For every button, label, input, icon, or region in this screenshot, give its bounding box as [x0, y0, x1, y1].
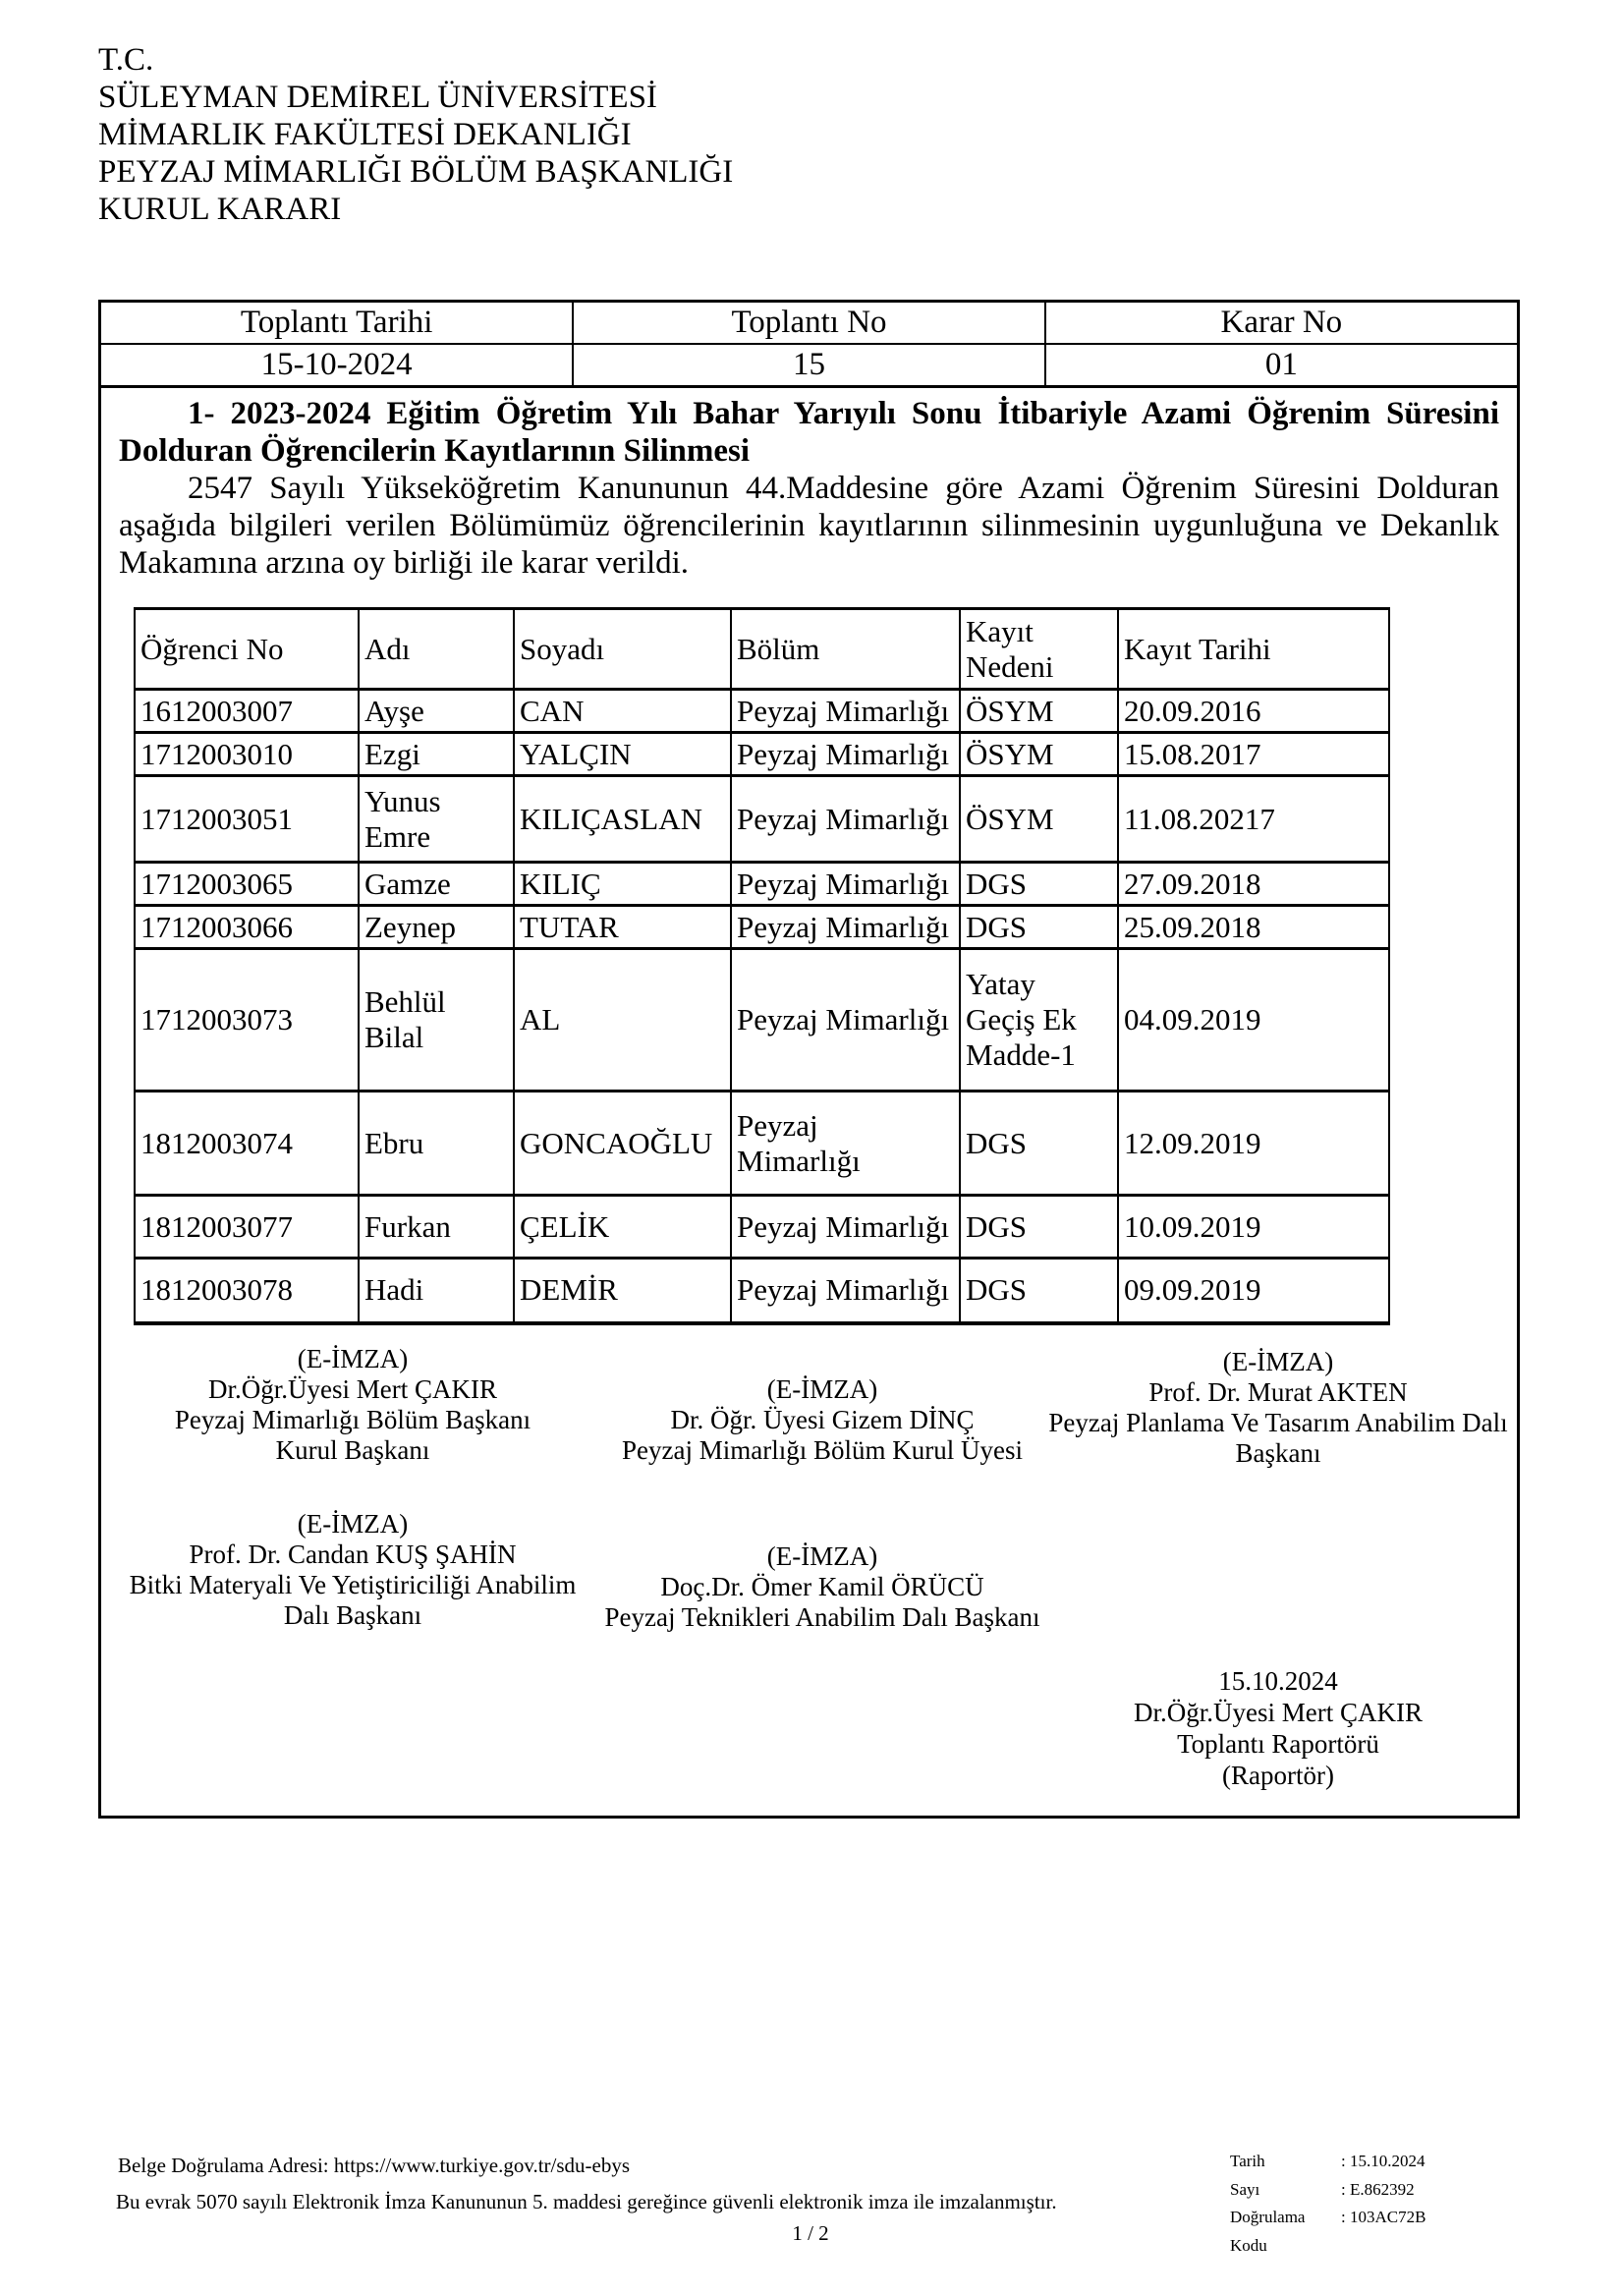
student-first-name: Zeynep [359, 906, 514, 949]
letterhead-line: SÜLEYMAN DEMİREL ÜNİVERSİTESİ [98, 80, 657, 115]
decision-no-header: Karar No [1045, 303, 1517, 344]
student-first-name: Ayşe [359, 690, 514, 733]
col-header-kayit-tarihi: Kayıt Tarihi [1118, 609, 1389, 690]
e-imza-label: (E-İMZA) [297, 1344, 409, 1373]
letterhead [98, 41, 733, 228]
student-no: 1612003007 [135, 690, 359, 733]
signer-title: Bitki Materyali Ve Yetiştiriciliği Anabilim Dalı Başkanı [129, 1570, 577, 1630]
student-first-name: Behlül Bilal [359, 949, 514, 1092]
col-header-ogrenci-no: Öğrenci No [135, 609, 359, 690]
col-header-kayit-nedeni: Kayıt Nedeni [960, 609, 1118, 690]
student-reg-reason: ÖSYM [960, 690, 1118, 733]
signer-title: Peyzaj Mimarlığı Bölüm Başkanı [174, 1405, 531, 1434]
signer-role: Kurul Başkanı [275, 1435, 430, 1465]
student-reg-reason: ÖSYM [960, 776, 1118, 863]
letterhead-line: MİMARLIK FAKÜLTESİ DEKANLIĞI [98, 117, 632, 152]
student-department: Peyzaj Mimarlığı [731, 949, 960, 1092]
student-first-name: Yunus Emre [359, 776, 514, 863]
signer-name: Dr. Öğr. Üyesi Gizem DİNÇ [670, 1405, 975, 1434]
e-imza-label: (E-İMZA) [766, 1374, 878, 1404]
signature-block-teknikleri-baskani [591, 1541, 1053, 1633]
meta-label-dogrulama-kodu: Doğrulama Kodu [1230, 2208, 1306, 2255]
students-header-row [135, 609, 1389, 690]
rapporteur-name: Dr.Öğr.Üyesi Mert ÇAKIR [1134, 1698, 1423, 1727]
student-reg-date: 10.09.2019 [1118, 1196, 1389, 1259]
student-row [135, 1196, 1389, 1259]
meeting-values-row [101, 344, 1517, 387]
student-first-name: Ezgi [359, 733, 514, 776]
student-reg-date: 25.09.2018 [1118, 906, 1389, 949]
signer-title: Peyzaj Mimarlığı Bölüm Kurul Üyesi [622, 1435, 1023, 1465]
verification-address: Belge Doğrulama Adresi: https://www.turkiye.gov.tr/sdu-ebys [118, 2154, 631, 2177]
e-imza-label: (E-İMZA) [297, 1509, 409, 1539]
student-reg-reason: DGS [960, 1259, 1118, 1323]
student-no: 1712003010 [135, 733, 359, 776]
student-reg-reason: Yatay Geçiş Ek Madde-1 [960, 949, 1118, 1092]
meeting-date-value: 15-10-2024 [101, 344, 573, 387]
student-no: 1812003078 [135, 1259, 359, 1323]
student-row [135, 733, 1389, 776]
rapporteur-date: 15.10.2024 [1218, 1666, 1338, 1696]
student-department: Peyzaj Mimarlığı [731, 1259, 960, 1323]
page-number: 1 / 2 [792, 2221, 829, 2245]
col-header-bolum: Bölüm [731, 609, 960, 690]
rapporteur-title: Toplantı Raportörü [1177, 1729, 1379, 1759]
col-header-adi: Adı [359, 609, 514, 690]
student-last-name: ÇELİK [514, 1196, 731, 1259]
meeting-date-header: Toplantı Tarihi [101, 303, 573, 344]
student-row [135, 690, 1389, 733]
letterhead-line: PEYZAJ MİMARLIĞI BÖLÜM BAŞKANLIĞI [98, 154, 734, 190]
student-reg-reason: ÖSYM [960, 733, 1118, 776]
signature-block-bitki-baskani [122, 1509, 584, 1631]
signature-block-kurul-uyesi [591, 1374, 1053, 1466]
student-reg-reason: DGS [960, 863, 1118, 906]
decision-body: 2547 Sayılı Yükseköğretim Kanununun 44.Maddesine göre Azami Öğrenim Süresini Dolduran aşağıda bilgileri verilen Bölümümüz öğrencilerinin kayıtlarının silinmesinin uygunluğuna ve Dekanlık Makamına arzına oy birliği ile karar verildi. [119, 471, 1499, 581]
student-no: 1812003077 [135, 1196, 359, 1259]
signature-block-kurul-baskani [127, 1344, 579, 1466]
student-reg-date: 09.09.2019 [1118, 1259, 1389, 1323]
decision-box [98, 300, 1520, 1819]
decision-no-value: 01 [1045, 344, 1517, 387]
student-reg-date: 20.09.2016 [1118, 690, 1389, 733]
meeting-info-table [101, 303, 1517, 388]
student-department: Peyzaj Mimarlığı [731, 906, 960, 949]
student-row [135, 949, 1389, 1092]
letterhead-line: KURUL KARARI [98, 192, 342, 227]
student-last-name: CAN [514, 690, 731, 733]
decision-title: 1- 2023-2024 Eğitim Öğretim Yılı Bahar Yarıyılı Sonu İtibariyle Azami Öğrenim Süresini Dolduran Öğrencilerin Kayıtlarının Silinmesi [119, 396, 1499, 469]
student-last-name: AL [514, 949, 731, 1092]
signer-name: Dr.Öğr.Üyesi Mert ÇAKIR [208, 1374, 497, 1404]
student-first-name: Ebru [359, 1092, 514, 1196]
student-reg-reason: DGS [960, 1196, 1118, 1259]
student-row [135, 863, 1389, 906]
signer-name: Doç.Dr. Ömer Kamil ÖRÜCÜ [660, 1572, 984, 1601]
decision-content [101, 388, 1517, 1325]
student-first-name: Gamze [359, 863, 514, 906]
students-table [134, 607, 1390, 1325]
document-meta [1230, 2148, 1425, 2260]
student-department: Peyzaj Mimarlığı [731, 776, 960, 863]
student-department: Peyzaj Mimarlığı [731, 690, 960, 733]
student-department: Peyzaj Mimarlığı [731, 863, 960, 906]
student-reg-reason: DGS [960, 1092, 1118, 1196]
student-first-name: Furkan [359, 1196, 514, 1259]
student-no: 1712003073 [135, 949, 359, 1092]
legal-notice: Bu evrak 5070 sayılı Elektronik İmza Kanununun 5. maddesi gereğince güvenli elektronik imza ile imzalanmıştır. [116, 2190, 1057, 2213]
student-department: Peyzaj Mimarlığı [731, 733, 960, 776]
meeting-header-row [101, 303, 1517, 344]
student-no: 1712003065 [135, 863, 359, 906]
student-last-name: GONCAOĞLU [514, 1092, 731, 1196]
meta-label-sayi: Sayı [1230, 2179, 1260, 2199]
signer-name: Prof. Dr. Murat AKTEN [1148, 1377, 1408, 1407]
meta-value-dogrulama-kodu: : 103AC72B [1341, 2208, 1426, 2226]
signer-title: Peyzaj Teknikleri Anabilim Dalı Başkanı [604, 1602, 1040, 1632]
meeting-no-value: 15 [573, 344, 1044, 387]
meta-label-tarih: Tarih [1230, 2152, 1265, 2170]
signature-block-planlama-baskani [1047, 1347, 1509, 1469]
meeting-no-header: Toplantı No [573, 303, 1044, 344]
student-last-name: DEMİR [514, 1259, 731, 1323]
signer-title: Peyzaj Planlama Ve Tasarım Anabilim Dalı Başkanı [1048, 1408, 1508, 1468]
student-last-name: TUTAR [514, 906, 731, 949]
student-reg-date: 27.09.2018 [1118, 863, 1389, 906]
meta-value-sayi: : E.862392 [1341, 2179, 1415, 2199]
student-reg-date: 04.09.2019 [1118, 949, 1389, 1092]
student-department: Peyzaj Mimarlığı [731, 1196, 960, 1259]
student-last-name: YALÇIN [514, 733, 731, 776]
student-first-name: Hadi [359, 1259, 514, 1323]
student-no: 1812003074 [135, 1092, 359, 1196]
student-row [135, 776, 1389, 863]
student-last-name: KILIÇASLAN [514, 776, 731, 863]
student-department: Peyzaj Mimarlığı [731, 1092, 960, 1196]
student-reg-date: 11.08.20217 [1118, 776, 1389, 863]
meta-value-tarih: : 15.10.2024 [1341, 2152, 1425, 2170]
student-reg-reason: DGS [960, 906, 1118, 949]
student-no: 1712003066 [135, 906, 359, 949]
e-imza-label: (E-İMZA) [1222, 1347, 1334, 1376]
student-no: 1712003051 [135, 776, 359, 863]
letterhead-line: T.C. [98, 42, 154, 78]
student-reg-date: 15.08.2017 [1118, 733, 1389, 776]
student-last-name: KILIÇ [514, 863, 731, 906]
student-reg-date: 12.09.2019 [1118, 1092, 1389, 1196]
student-row [135, 1259, 1389, 1323]
e-imza-label: (E-İMZA) [766, 1541, 878, 1571]
rapporteur-block [1082, 1665, 1475, 1791]
student-row [135, 906, 1389, 949]
student-row [135, 1092, 1389, 1196]
rapporteur-role: (Raportör) [1222, 1761, 1334, 1790]
col-header-soyadi: Soyadı [514, 609, 731, 690]
signer-name: Prof. Dr. Candan KUŞ ŞAHİN [189, 1540, 517, 1569]
